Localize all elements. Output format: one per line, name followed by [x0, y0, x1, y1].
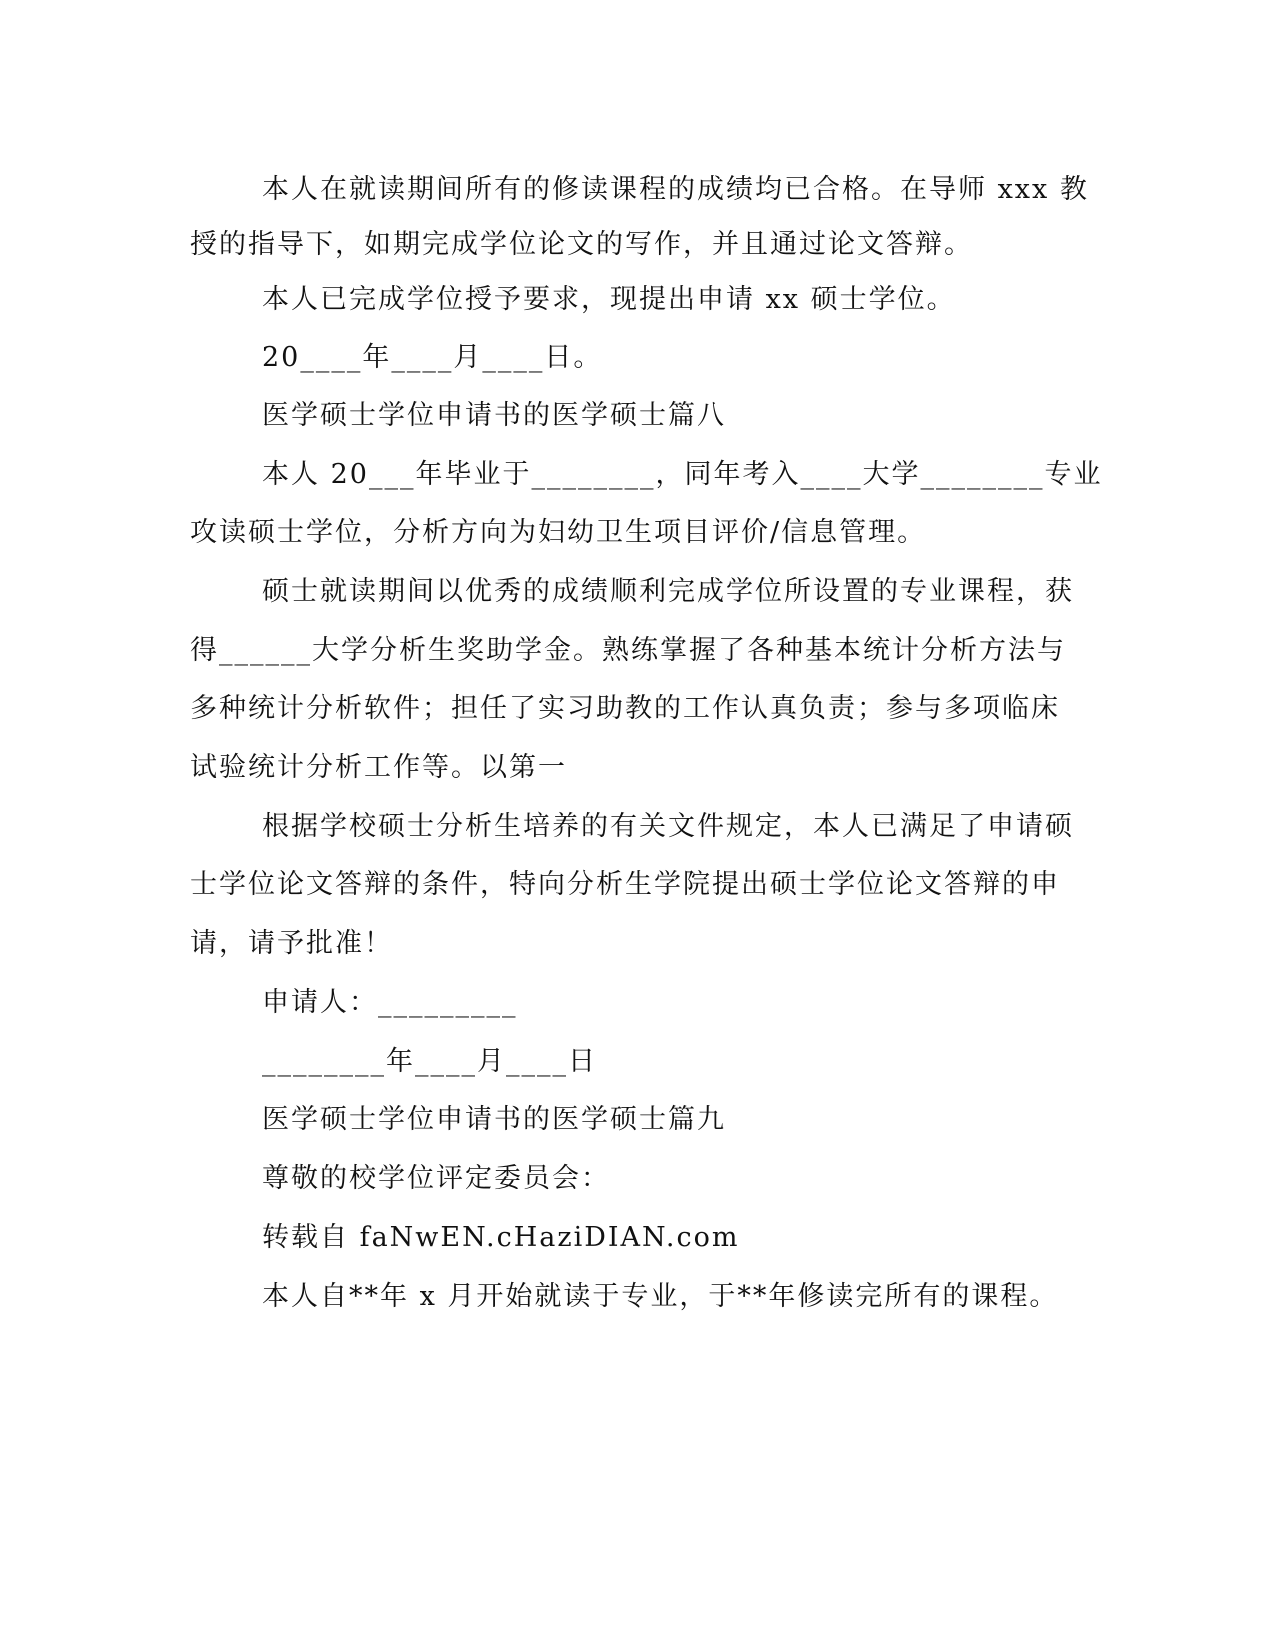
paragraph-line: 得______大学分析生奖助学金。熟练掌握了各种基本统计分析方法与 — [190, 635, 1066, 666]
paragraph-line: 试验统计分析工作等。以第一 — [190, 752, 567, 783]
source-line: 转载自 faNwEN.cHaziDIAN.com — [262, 1222, 740, 1253]
paragraph-line: 攻读硕士学位，分析方向为妇幼卫生项目评价/信息管理。 — [190, 517, 927, 548]
paragraph-line: 士学位论文答辩的条件，特向分析生学院提出硕士学位论文答辩的申 — [190, 869, 1060, 900]
paragraph-line: 授的指导下，如期完成学位论文的写作，并且通过论文答辩。 — [190, 229, 973, 260]
date-line: ________年____月____日 — [262, 1046, 597, 1077]
paragraph-line: 本人在就读期间所有的修读课程的成绩均已合格。在导师 xxx 教 — [262, 174, 1089, 205]
paragraph-line: 根据学校硕士分析生培养的有关文件规定，本人已满足了申请硕 — [262, 811, 1074, 842]
paragraph-line: 硕士就读期间以优秀的成绩顺利完成学位所设置的专业课程，获 — [262, 576, 1074, 607]
section-heading: 医学硕士学位申请书的医学硕士篇八 — [262, 400, 726, 431]
paragraph-line: 多种统计分析软件；担任了实习助教的工作认真负责；参与多项临床 — [190, 693, 1060, 724]
paragraph-line: 请，请予批准！ — [190, 928, 393, 959]
applicant-line: 申请人：_________ — [262, 987, 518, 1018]
paragraph-line: 本人自**年 x 月开始就读于专业，于**年修读完所有的课程。 — [262, 1281, 1059, 1312]
section-heading: 医学硕士学位申请书的医学硕士篇九 — [262, 1104, 726, 1135]
paragraph-line: 本人已完成学位授予要求，现提出申请 xx 硕士学位。 — [262, 284, 956, 315]
date-line: 20____年____月____日。 — [262, 342, 603, 373]
salutation: 尊敬的校学位评定委员会： — [262, 1163, 610, 1194]
paragraph-line: 本人 20___年毕业于________，同年考入____大学________专业 — [262, 459, 1103, 490]
